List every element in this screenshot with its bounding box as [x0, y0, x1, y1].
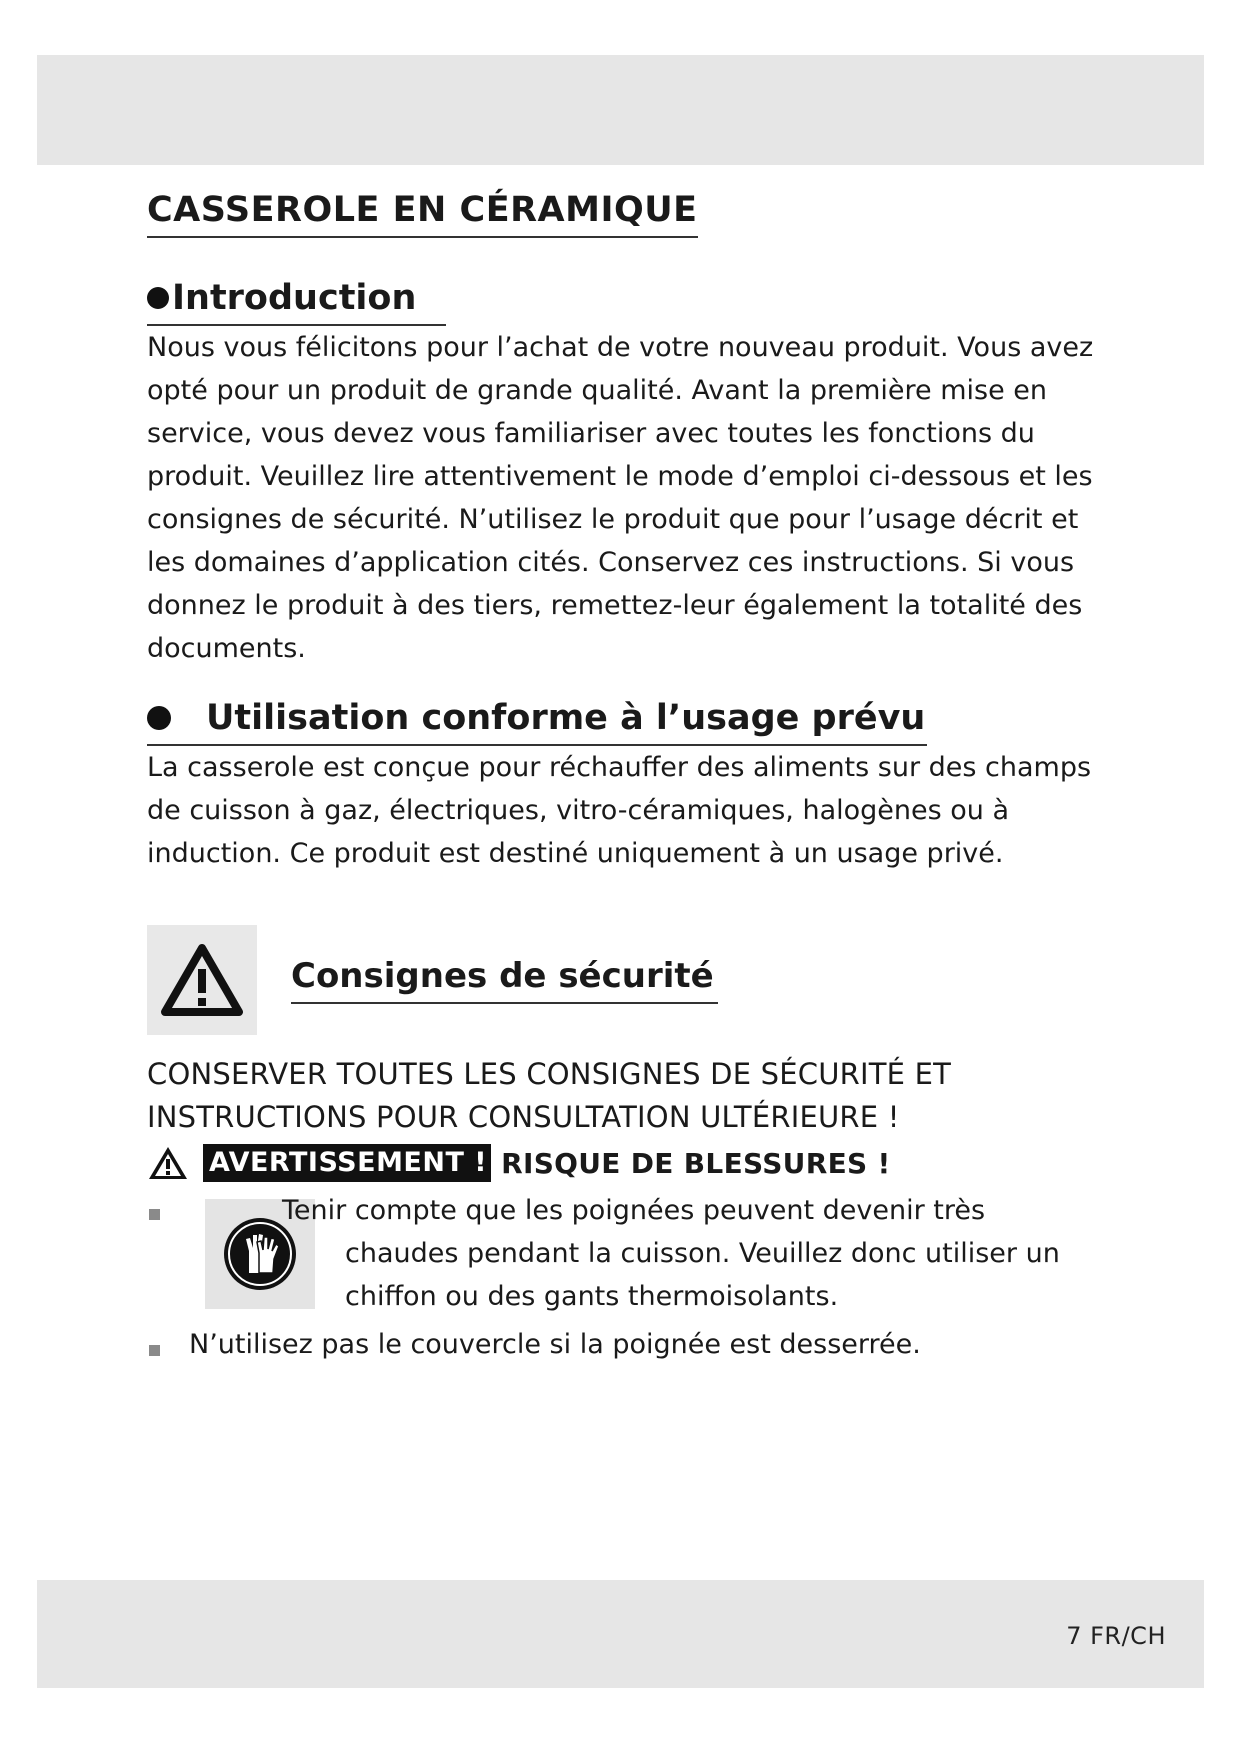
- safety-header: [147, 925, 1097, 1035]
- usage-heading: [147, 698, 927, 746]
- introduction-paragraph: Nous vous félicitons pour l’achat de votre nouveau produit. Vous avez opté pour un produit de grande qualité. Avant la première mise en service, vous devez vous familiariser avec toutes les fonctions du produit. Veuillez lire attentivement le mode d’emploi ci-dessous et les consignes de sécurité. N’utilisez le produit que pour l’usage décrit et les domaines d’application cités. Conservez ces instructions. Si vous donnez le produit à des tiers, remettez-leur également la totalité des documents.: [147, 332, 1094, 664]
- introduction-heading-text: Introduction: [172, 278, 417, 318]
- header-band: [37, 55, 1204, 165]
- page-title: CASSEROLE EN CÉRAMIQUE: [147, 190, 698, 238]
- caps-line-1: CONSERVER TOUTES LES CONSIGNES DE SÉCURITÉ ET: [147, 1057, 952, 1091]
- page-content: [147, 190, 1097, 1367]
- bullet-dot-icon: [147, 287, 169, 309]
- safety-heading: Consignes de sécurité: [291, 956, 718, 1004]
- page-number: 7 FR/CH: [1066, 1622, 1166, 1650]
- footer-band: [37, 1580, 1204, 1688]
- usage-heading-text: Utilisation conforme à l’usage prévu: [206, 698, 926, 738]
- usage-paragraph: La casserole est conçue pour réchauffer des aliments sur des champs de cuisson à gaz, électriques, vitro-céramiques, halogènes ou à induction. Ce produit est destiné uniquement à un usage privé.: [147, 752, 1092, 869]
- bullet-square-icon: [149, 1345, 160, 1356]
- warning-risk: RISQUE DE BLESSURES !: [501, 1146, 891, 1180]
- bullet-dot-icon: [147, 706, 171, 730]
- warning-line: [147, 1141, 1097, 1185]
- list-item: [147, 1189, 1097, 1321]
- caps-line-2: INSTRUCTIONS POUR CONSULTATION ULTÉRIEURE !: [147, 1100, 900, 1134]
- list-item: [147, 1323, 1097, 1367]
- introduction-heading: [147, 278, 446, 326]
- warning-triangle-icon: [147, 925, 257, 1035]
- item2-text: N’utilisez pas le couvercle si la poignée est desserrée.: [189, 1329, 921, 1360]
- item1-text-rest: chaudes pendant la cuisson. Veuillez donc utiliser un chiffon ou des gants thermoisolants.: [345, 1238, 1060, 1312]
- warning-small-icon: [147, 1145, 189, 1181]
- bullet-square-icon: [149, 1209, 160, 1220]
- warning-label: AVERTISSEMENT !: [203, 1144, 491, 1182]
- safety-caps-notice: [147, 1053, 1097, 1139]
- item1-text-line1: Tenir compte que les poignées peuvent devenir très: [282, 1195, 986, 1226]
